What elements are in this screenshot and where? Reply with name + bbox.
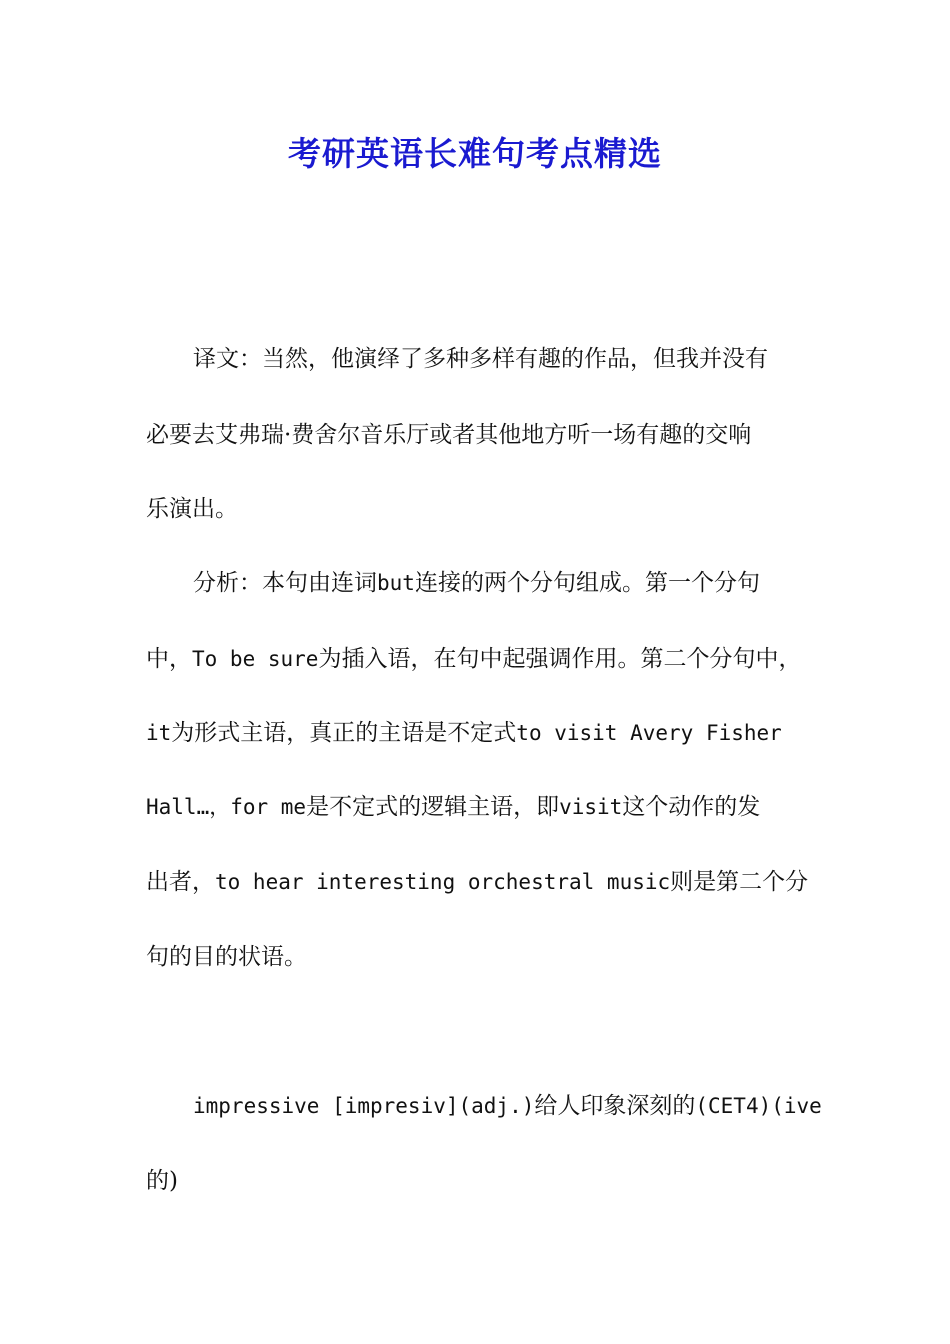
analysis-text: 为插入语，在句中起强调作用。第二个分句中， <box>318 646 802 672</box>
analysis-text: 分析：本句由连词 <box>193 570 377 596</box>
analysis-line-5 <box>146 866 808 898</box>
analysis-text: 中， <box>146 646 192 672</box>
vocab-note: 的) <box>146 1168 178 1194</box>
vocab-line-2 <box>146 1165 178 1197</box>
vocab-word: impressive [impresiv](adj.) <box>193 1094 535 1118</box>
analysis-english: to hear interesting orchestral music <box>215 870 671 894</box>
analysis-text: 则是第二个分 <box>670 869 809 895</box>
analysis-line-4 <box>146 791 760 823</box>
analysis-line-2 <box>146 643 801 675</box>
vocab-note: (CET4)(ive <box>695 1094 822 1118</box>
analysis-english: To be sure <box>192 647 319 671</box>
analysis-english: it <box>146 721 172 745</box>
translation-line-2: 必要去艾弗瑞·费舍尔音乐厅或者其他地方听一场有趣的交响 <box>146 422 752 448</box>
analysis-english: visit <box>559 795 623 819</box>
analysis-english: but <box>377 571 415 595</box>
page-title: 考研英语长难句考点精选 <box>288 134 662 173</box>
analysis-text: 这个动作的发 <box>622 794 761 820</box>
translation-line-1: 译文：当然，他演绎了多种多样有趣的作品，但我并没有 <box>193 346 768 372</box>
vocab-line-1 <box>193 1090 822 1122</box>
vocab-meaning: 给人印象深刻的 <box>534 1093 696 1119</box>
analysis-line-3 <box>146 717 782 749</box>
analysis-line-6 <box>146 941 307 973</box>
analysis-line-1 <box>193 567 760 599</box>
analysis-english: to visit Avery Fisher <box>516 721 782 745</box>
analysis-text: 句的目的状语。 <box>146 944 307 970</box>
translation-line-3: 乐演出。 <box>146 496 238 522</box>
analysis-text: 连接的两个分句组成。第一个分句 <box>414 570 760 596</box>
analysis-english: Hall…，for me <box>146 795 307 819</box>
analysis-text: 出者， <box>146 869 215 895</box>
analysis-text: 是不定式的逻辑主语，即 <box>306 794 560 820</box>
analysis-text: 为形式主语，真正的主语是不定式 <box>171 720 517 746</box>
